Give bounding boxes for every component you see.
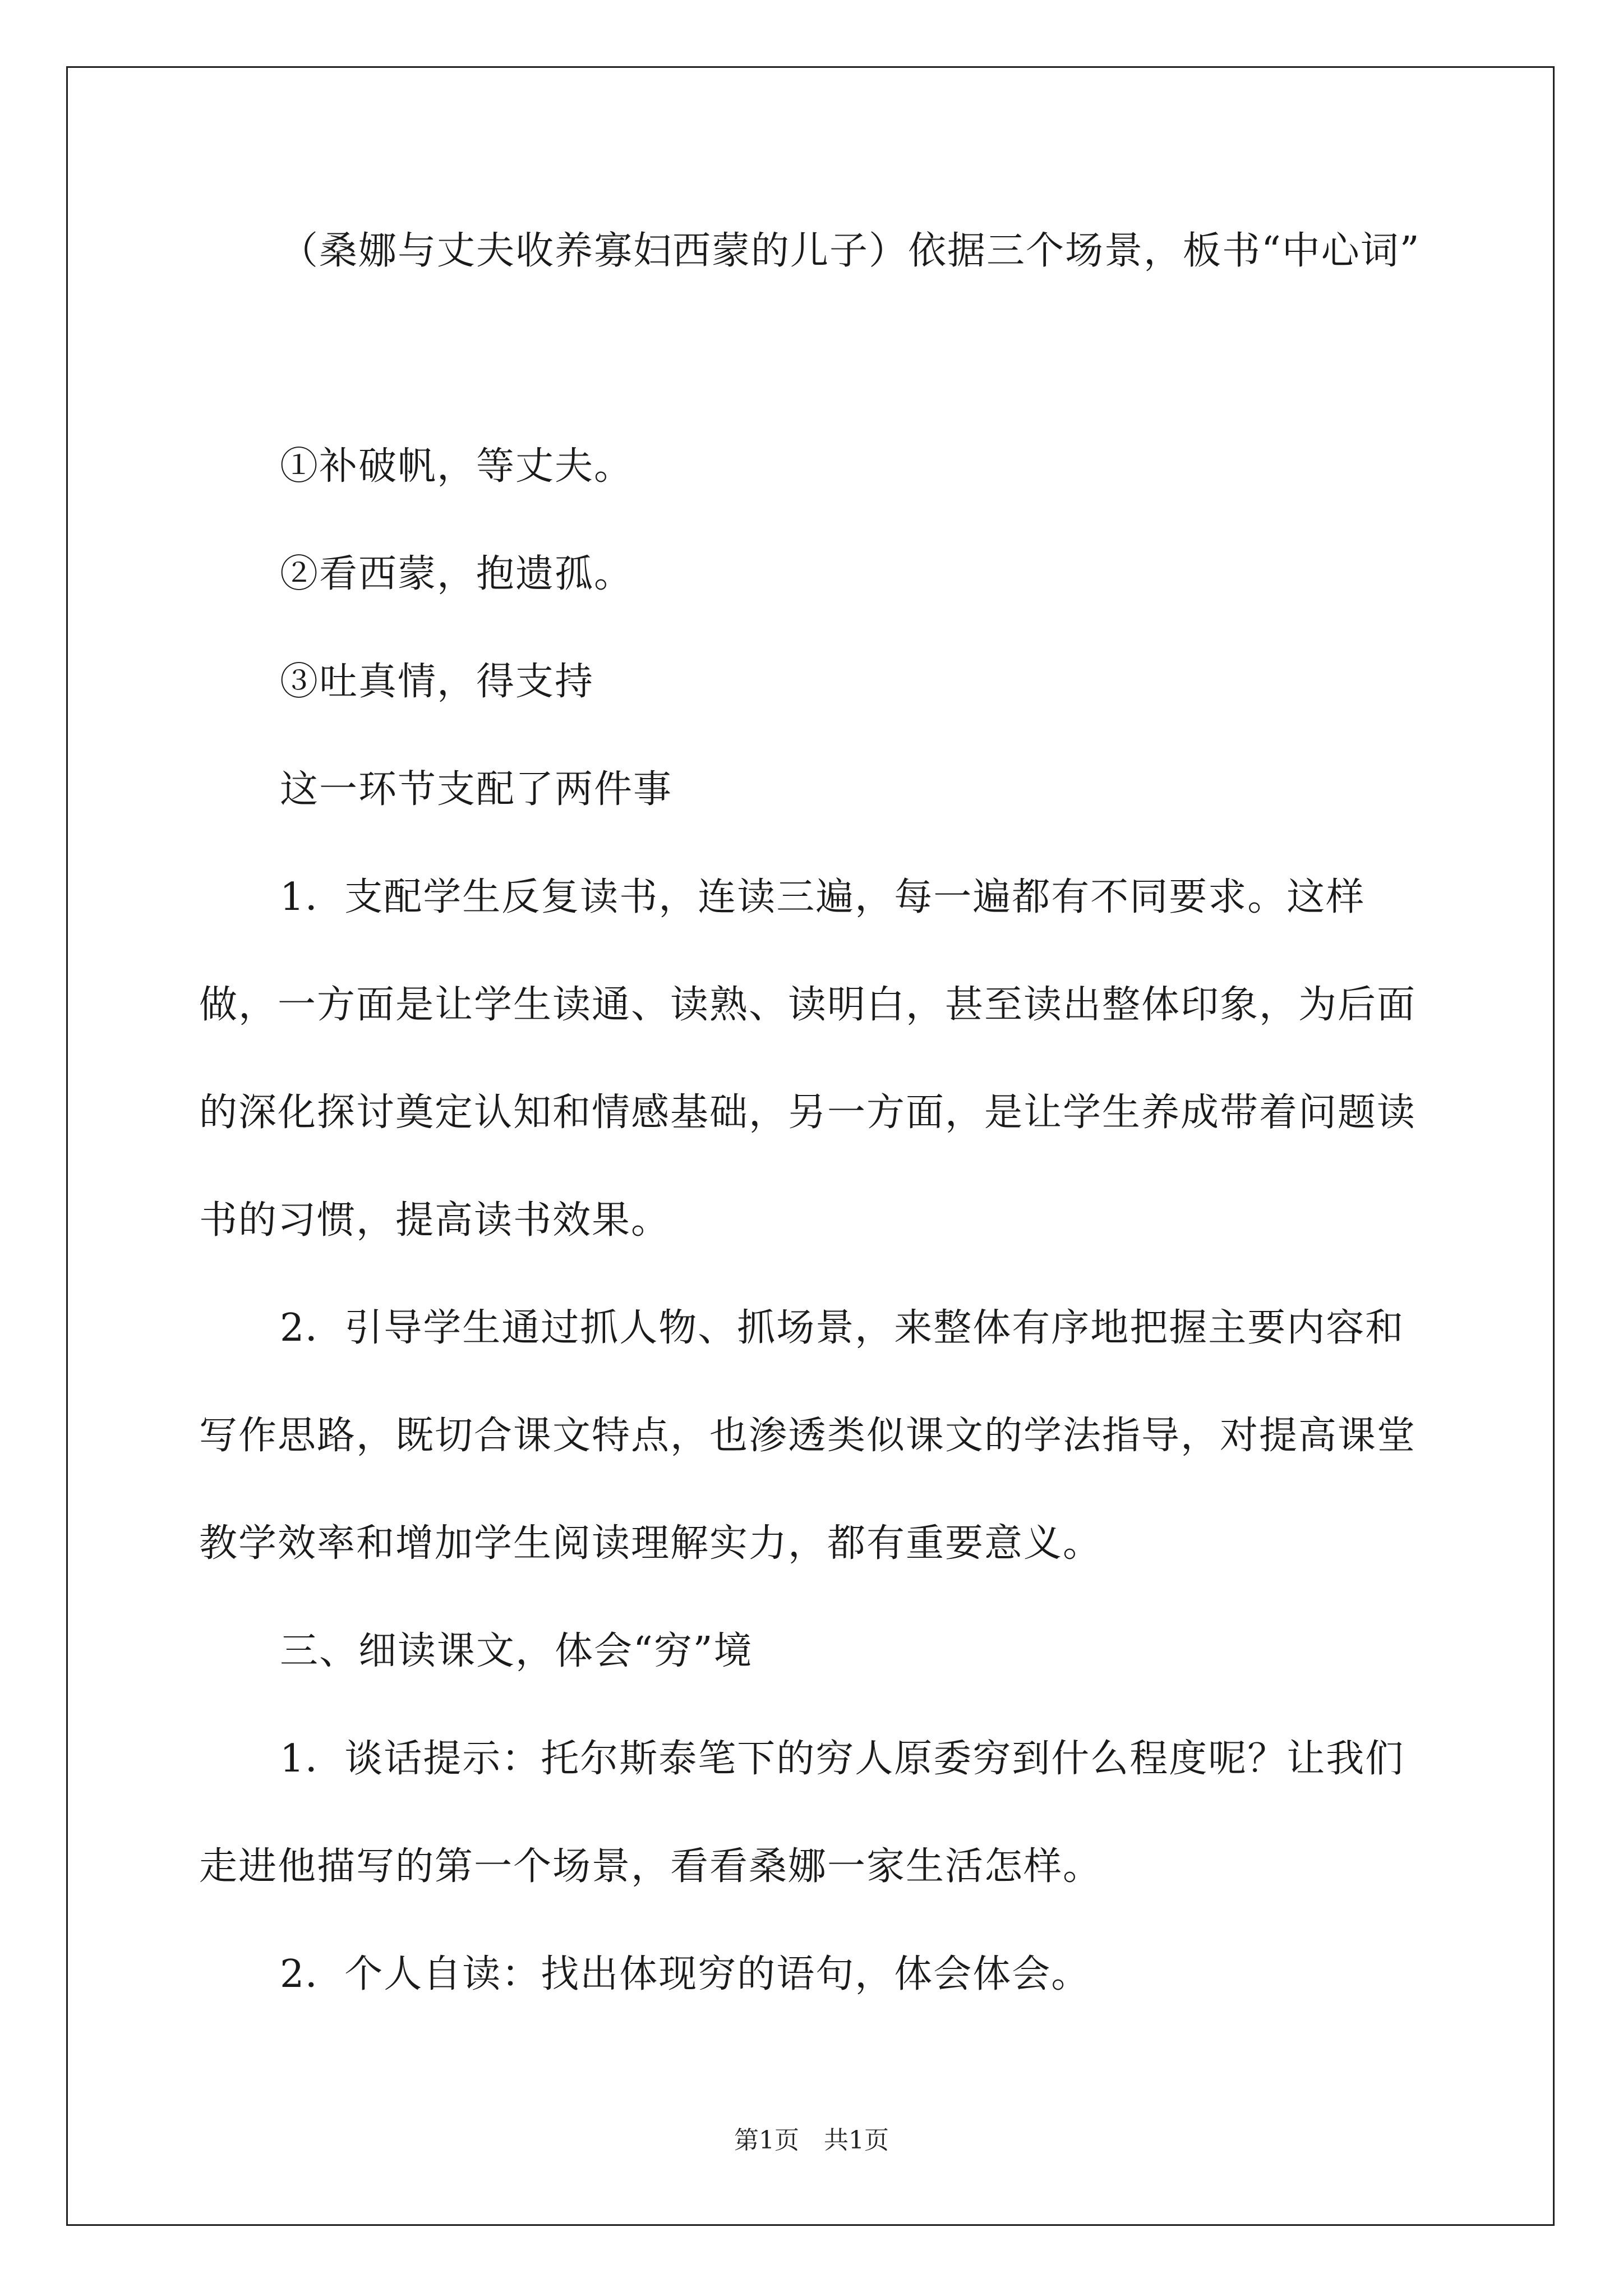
section-heading: 三、细读课文，体会“穷”境 [280, 1629, 753, 1673]
paragraph-step-2: 2．个人自读：找出体现穷的语句，体会体会。 [280, 1952, 1091, 1996]
paragraph-summary: 这一环节支配了两件事 [280, 767, 673, 812]
paragraph-scene-1: ①补破帆，等丈夫。 [280, 444, 634, 489]
page-footer [0, 2124, 1623, 2157]
paragraph-scene-3: ③吐真情，得支持 [280, 660, 594, 704]
page-number-total: 共1页 [824, 2126, 889, 2155]
paragraph-step-1: 1．谈话提示：托尔斯泰笔下的穷人原委穷到什么程度呢？让我们走进他描写的第一个场景，看看桑娜一家生活怎样。 [199, 1737, 1405, 1889]
paragraph-point-1: 1．支配学生反复读书，连读三遍，每一遍都有不同要求。这样做，一方面是让学生读通、读熟、读明白，甚至读出整体印象，为后面的深化探讨奠定认知和情感基础，另一方面，是让学生养成带着问题读书的习惯，提高读书效果。 [199, 875, 1417, 1243]
page-number-current: 第1页 [734, 2126, 799, 2155]
paragraph-intro: （桑娜与丈夫收养寡妇西蒙的儿子）依据三个场景，板书“中心词” [280, 229, 1421, 273]
paragraph-point-2: 2．引导学生通过抓人物、抓场景，来整体有序地把握主要内容和写作思路，既切合课文特点，也渗透类似课文的学法指导，对提高课堂教学效率和增加学生阅读理解实力，都有重要意义。 [199, 1306, 1417, 1566]
paragraph-scene-2: ②看西蒙，抱遗孤。 [280, 552, 634, 596]
